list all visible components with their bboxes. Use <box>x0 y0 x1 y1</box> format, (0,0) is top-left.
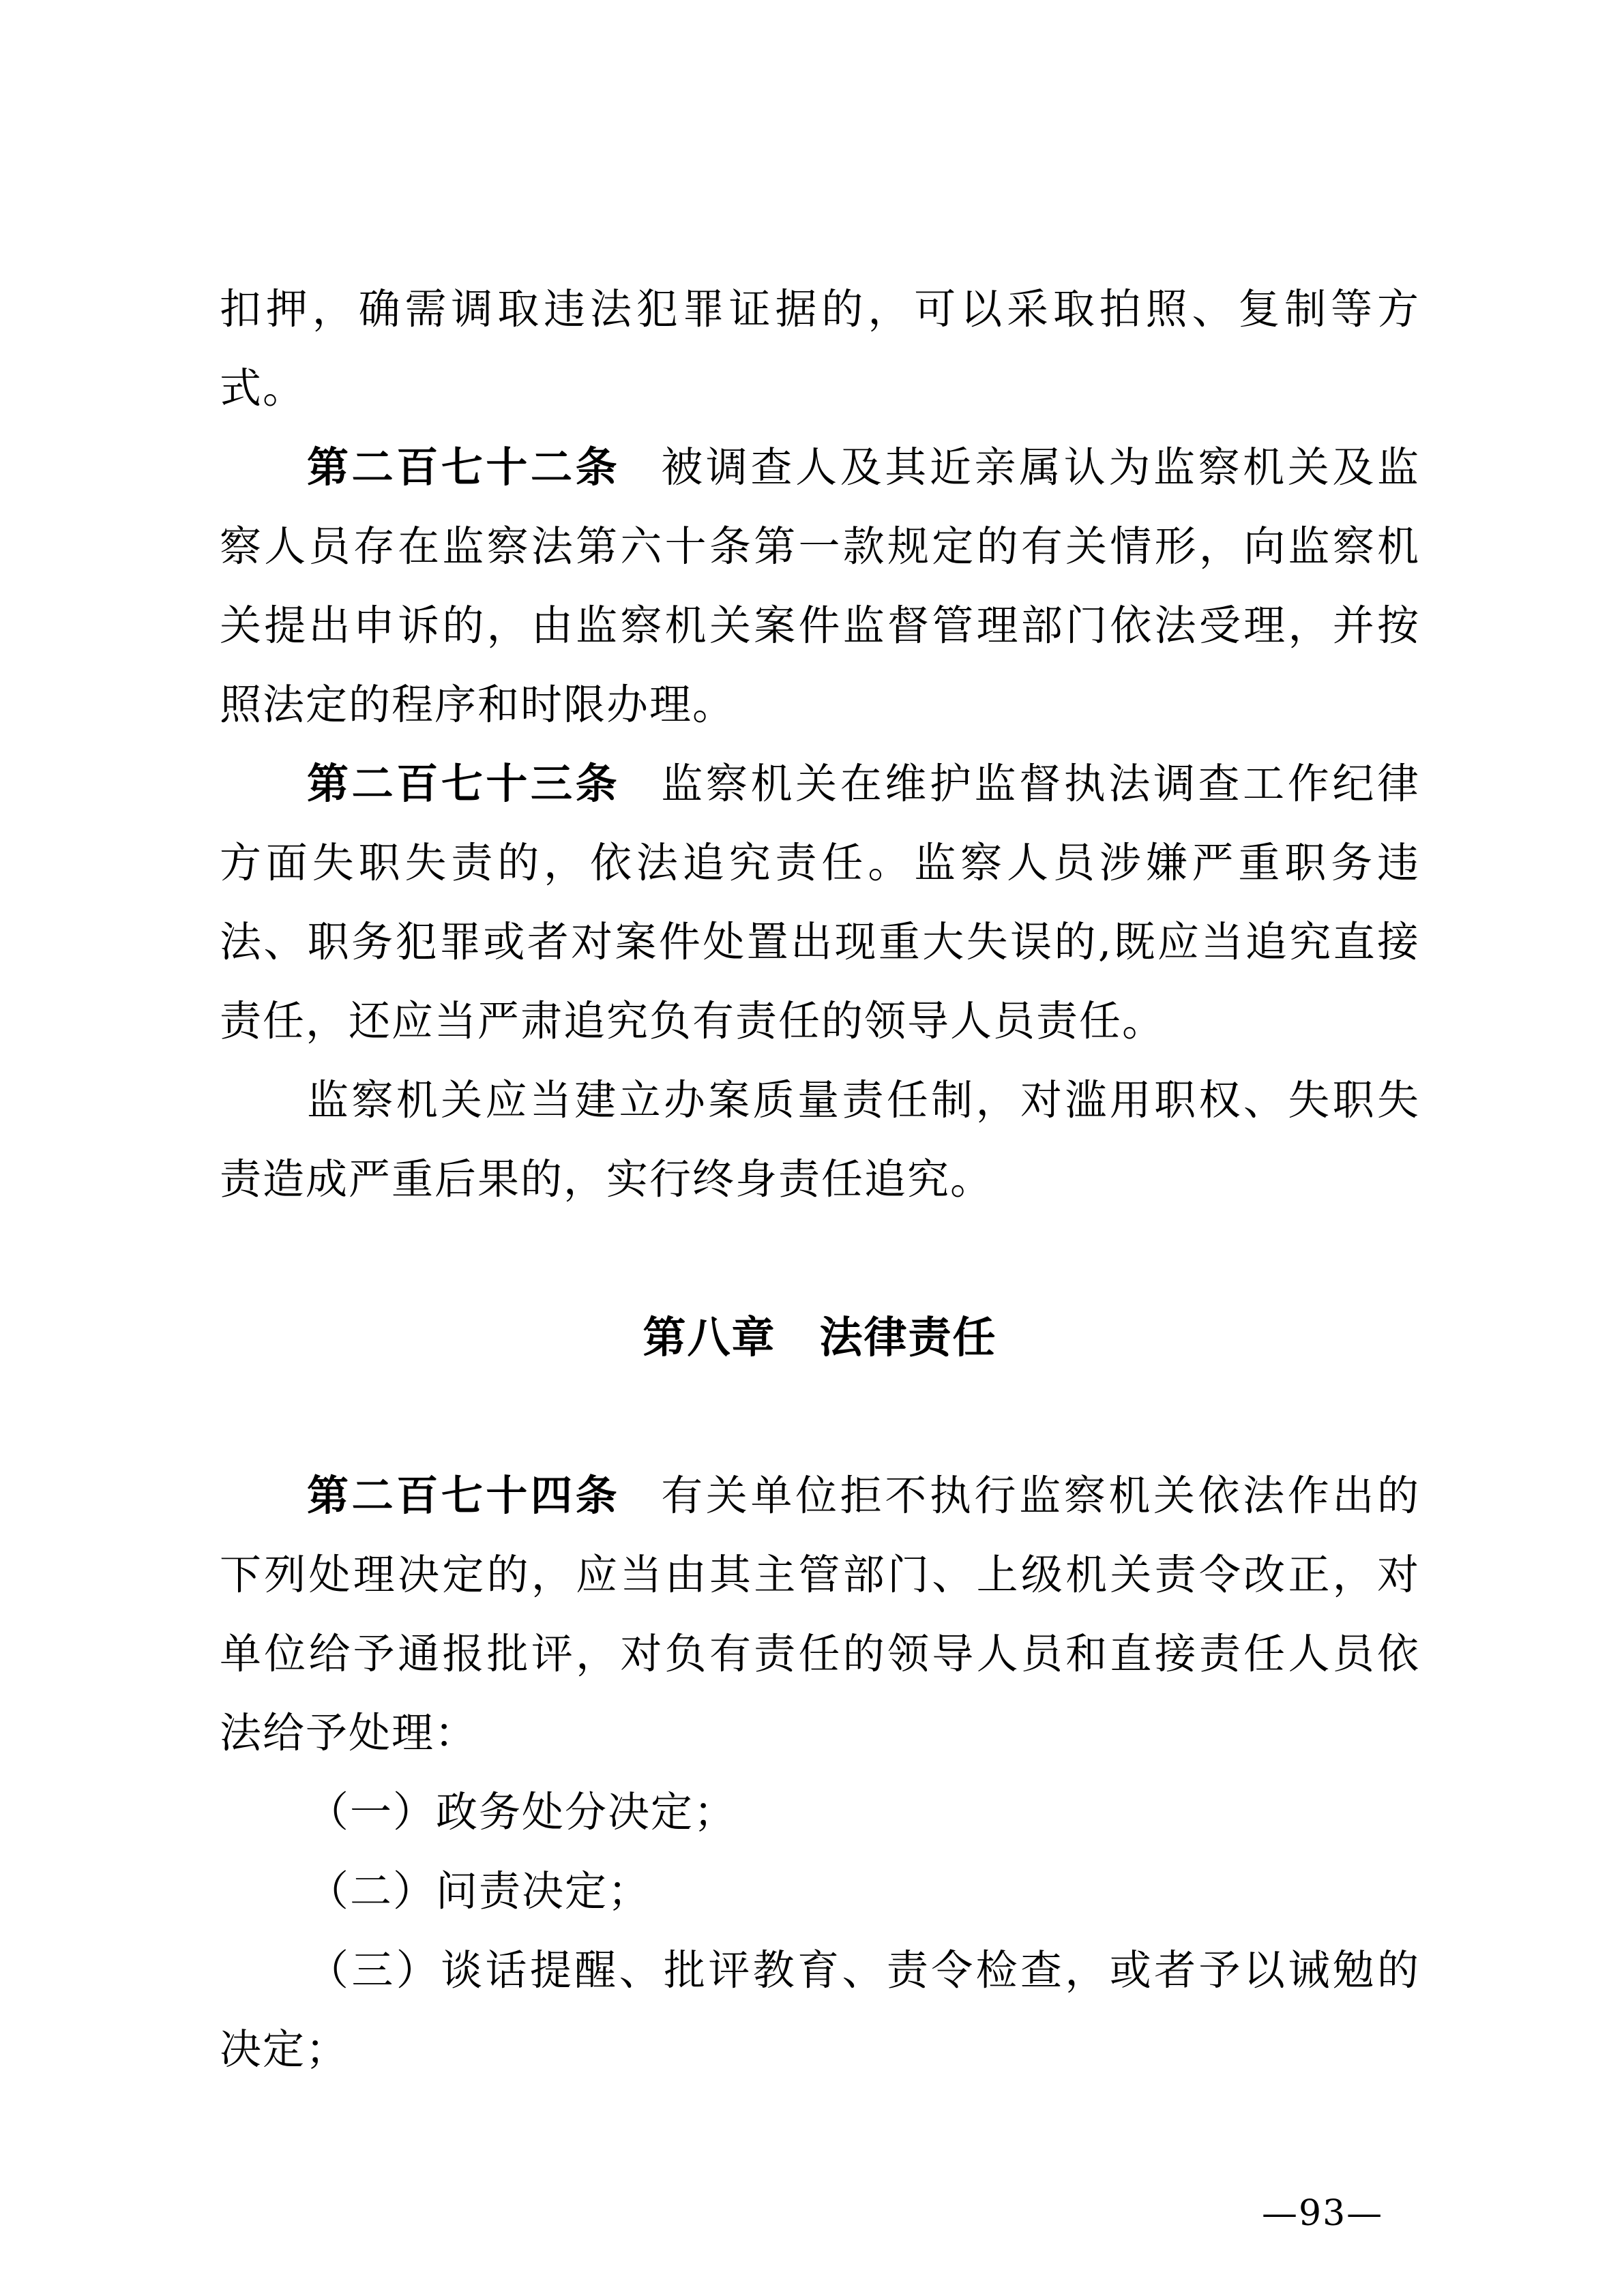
list-item <box>220 1852 1420 1931</box>
document-body <box>220 270 1420 2089</box>
list-item <box>220 1773 1420 1852</box>
article-number: 第二百七十三条 <box>307 760 621 808</box>
paragraph-text: 被调查人及其近亲属认为监察机关及监察人员存在监察法第六十条第一款规定的有关情形，向监察机关提出申诉的，由监察机关案件监督管理部门依法受理，并按照法定的程序和时限办理。 <box>220 443 1420 729</box>
article-273-paragraph <box>220 745 1420 1061</box>
chapter-heading <box>220 1298 1420 1377</box>
chapter-title: 法律责任 <box>819 1313 997 1362</box>
article-272-paragraph <box>220 428 1420 745</box>
paragraph-text: 监察机关在维护监督执法调查工作纪律方面失职失责的，依法追究责任。监察人员涉嫌严重职务违法、职务犯罪或者对案件处置出现重大失误的,既应当追究直接责任，还应当严肃追究负有责任的领导人员责任。 <box>220 760 1420 1045</box>
article-number: 第二百七十四条 <box>307 1472 621 1520</box>
article-274-paragraph <box>220 1457 1420 1773</box>
paragraph-text: 扣押，确需调取违法犯罪证据的，可以采取拍照、复制等方式。 <box>220 285 1420 413</box>
article-273-paragraph-2 <box>220 1061 1420 1219</box>
paragraph-continuation <box>220 270 1420 428</box>
list-item-text: （三）谈话提醒、批评教育、责令检查，或者予以诫勉的决定； <box>220 1946 1420 2074</box>
list-item <box>220 1931 1420 2089</box>
paragraph-text: 有关单位拒不执行监察机关依法作出的下列处理决定的，应当由其主管部门、上级机关责令改正，对单位给予通报批评，对负有责任的领导人员和直接责任人员依法给予处理： <box>220 1472 1420 1757</box>
chapter-number: 第八章 <box>643 1313 776 1362</box>
list-item-text: （二）问责决定； <box>307 1867 651 1915</box>
paragraph-text: 监察机关应当建立办案质量责任制，对滥用职权、失职失责造成严重后果的，实行终身责任追究。 <box>220 1076 1420 1204</box>
page-number: —93— <box>1262 2193 1384 2234</box>
list-item-text: （一）政务处分决定； <box>307 1788 737 1836</box>
article-number: 第二百七十二条 <box>307 443 621 492</box>
